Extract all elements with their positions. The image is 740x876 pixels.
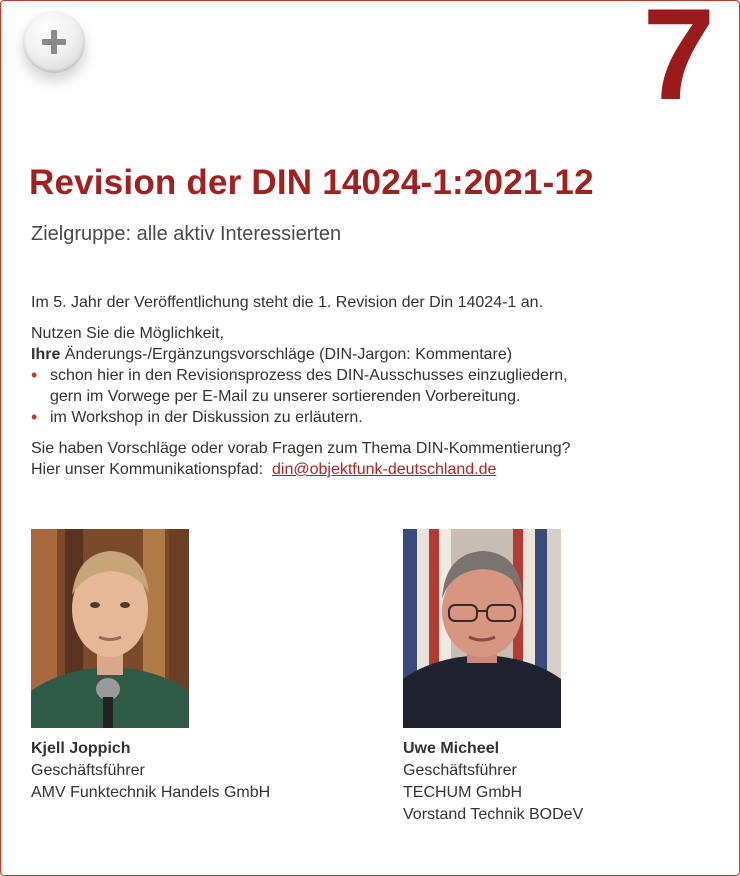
proposal-text: Änderungs-/Ergänzungsvorschläge (DIN-Jargon: Kommentare) [60,346,513,363]
speaker-name: Uwe Micheel [403,740,500,757]
speaker-info-micheel [403,738,583,826]
list-item [31,407,721,428]
contact-label: Hier unser Kommunikationspfad: [31,461,264,478]
speaker-extra: Vorstand Technik BODeV [403,806,584,823]
speaker-info-joppich [31,738,270,804]
bullet-text: gern im Vorwege per E-Mail zu unserer sortierenden Vorbereitung. [50,388,521,405]
invitation-line: Nutzen Sie die Möglichkeit, [31,325,224,342]
intro-text: Im 5. Jahr der Veröffentlichung steht die 1. Revision der Din 14024-1 an. [31,294,544,311]
contact-line [31,459,721,480]
speaker-name: Kjell Joppich [31,740,131,757]
bullet-text: im Workshop in der Diskussion zu erläutern. [50,409,363,426]
speaker-role: Geschäftsführer [403,762,517,779]
proposal-line [31,344,721,365]
session-number: 7 [642,0,715,127]
list-item [31,365,721,407]
speaker-org: AMV Funktechnik Handels GmbH [31,784,271,801]
page-title: Revision der DIN 14024-1:2021-12 [29,163,594,202]
proposal-emphasis: Ihre [31,346,61,363]
expand-button[interactable] [23,11,85,73]
description [31,292,721,480]
speaker-photo-micheel [403,529,561,728]
speaker-photo-joppich [31,529,189,728]
plus-icon [38,26,70,58]
speaker-role: Geschäftsführer [31,762,145,779]
bullet-text: schon hier in den Revisionsprozess des DIN-Ausschusses einzugliedern, [50,367,568,384]
target-audience: Zielgruppe: alle aktiv Interessierten [31,223,342,245]
email-link[interactable]: din@objektfunk-deutschland.de [272,461,497,478]
bullet-list [31,365,721,428]
speaker-org: TECHUM GmbH [403,784,523,801]
question-text: Sie haben Vorschläge oder vorab Fragen zum Thema DIN-Kommentierung? [31,440,571,457]
